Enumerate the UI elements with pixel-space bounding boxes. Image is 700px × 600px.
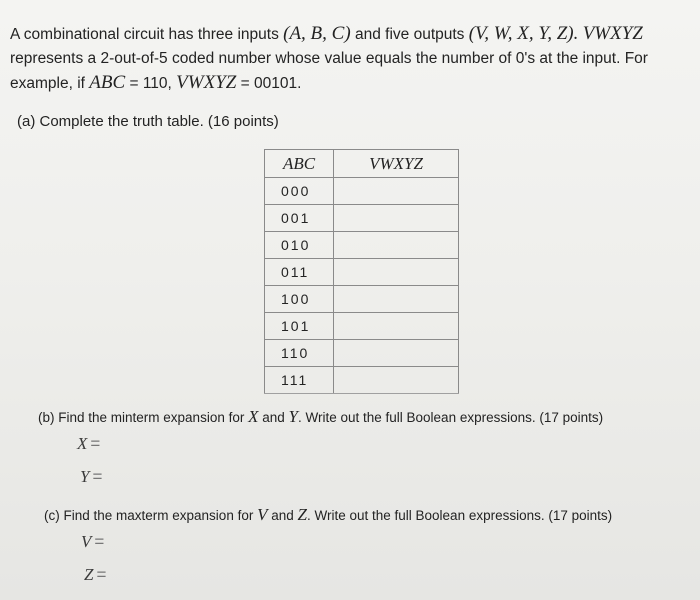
intro-line-2: represents a 2-out-of-5 coded number whose value equals the number of 0's at the input. For bbox=[10, 50, 648, 67]
equals-sign: = bbox=[92, 467, 103, 486]
equals-sign: = bbox=[90, 434, 101, 453]
intro-line-1 bbox=[10, 22, 698, 47]
var-x: X bbox=[248, 407, 259, 426]
part-a-heading: (a) Complete the truth table. (16 points) bbox=[17, 113, 279, 130]
code-math: VWXYZ bbox=[176, 72, 237, 93]
equation-z[interactable] bbox=[84, 565, 106, 585]
output-cell[interactable] bbox=[334, 367, 459, 394]
table-row bbox=[265, 313, 459, 340]
output-cell[interactable] bbox=[334, 205, 459, 232]
equation-lhs: Y bbox=[80, 467, 90, 486]
abc-math: ABC bbox=[89, 72, 126, 93]
input-cell: 001 bbox=[265, 205, 334, 232]
intro-text: and five outputs bbox=[350, 26, 469, 43]
table-row bbox=[265, 286, 459, 313]
table-row bbox=[265, 259, 459, 286]
part-c-text: (c) Find the maxterm expansion for bbox=[44, 508, 258, 523]
part-b-heading bbox=[38, 407, 603, 427]
input-cell: 000 bbox=[265, 178, 334, 205]
table-row bbox=[265, 205, 459, 232]
part-c-text: and bbox=[267, 508, 298, 523]
header-abc: ABC bbox=[265, 150, 334, 178]
var-z: Z bbox=[297, 505, 307, 524]
part-b-text: and bbox=[258, 410, 289, 425]
input-cell: 011 bbox=[265, 259, 334, 286]
table-row bbox=[265, 340, 459, 367]
intro-text: example, if bbox=[10, 75, 90, 92]
output-cell[interactable] bbox=[334, 313, 459, 340]
intro-text: = 110, bbox=[125, 75, 177, 92]
equals-sign: = bbox=[96, 565, 107, 584]
var-v: V bbox=[257, 505, 268, 524]
output-cell[interactable] bbox=[334, 232, 459, 259]
input-cell: 100 bbox=[265, 286, 334, 313]
equation-y[interactable] bbox=[80, 467, 102, 487]
equation-lhs: Z bbox=[84, 565, 94, 584]
header-outputs: VWXYZ bbox=[334, 150, 459, 178]
output-cell[interactable] bbox=[334, 178, 459, 205]
table-row bbox=[265, 178, 459, 205]
output-cell[interactable] bbox=[334, 340, 459, 367]
part-c-heading bbox=[44, 505, 612, 525]
truth-table-header-row bbox=[265, 150, 459, 178]
intro-text: = 00101. bbox=[236, 75, 302, 92]
equation-lhs: V bbox=[81, 532, 92, 551]
output-cell[interactable] bbox=[334, 259, 459, 286]
equation-lhs: X bbox=[77, 434, 88, 453]
input-cell: 111 bbox=[265, 367, 334, 394]
intro-line-3 bbox=[10, 71, 698, 96]
part-b-text: (b) Find the minterm expansion for bbox=[38, 410, 249, 425]
inputs-math: (A, B, C) bbox=[283, 23, 351, 44]
equation-v[interactable] bbox=[81, 532, 104, 552]
truth-table bbox=[264, 149, 459, 394]
output-cell[interactable] bbox=[334, 286, 459, 313]
input-cell: 010 bbox=[265, 232, 334, 259]
problem-statement bbox=[10, 22, 698, 96]
code-math: VWXYZ bbox=[582, 23, 643, 44]
table-row bbox=[265, 367, 459, 394]
equation-x[interactable] bbox=[77, 434, 100, 454]
equals-sign: = bbox=[94, 532, 105, 551]
input-cell: 110 bbox=[265, 340, 334, 367]
input-cell: 101 bbox=[265, 313, 334, 340]
intro-text: A combinational circuit has three inputs bbox=[10, 26, 284, 43]
part-b-text: . Write out the full Boolean expressions. (17 points) bbox=[297, 410, 604, 425]
var-y: Y bbox=[288, 407, 298, 426]
part-c-text: . Write out the full Boolean expressions. (17 points) bbox=[306, 508, 613, 523]
table-row bbox=[265, 232, 459, 259]
outputs-math: (V, W, X, Y, Z). bbox=[468, 23, 579, 44]
